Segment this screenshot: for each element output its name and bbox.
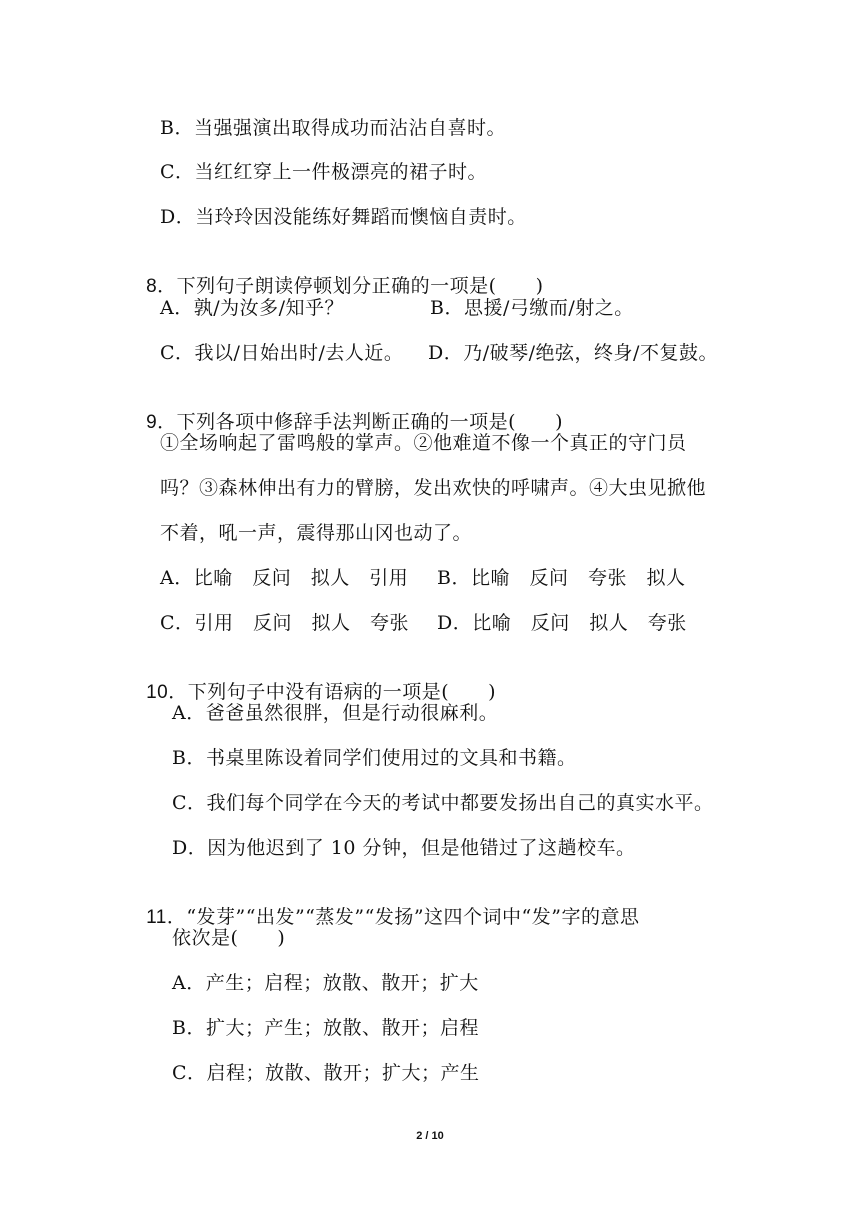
question-stem: 下列各项中修辞手法判断正确的一项是( ) [176, 411, 563, 433]
q11-option-b: B．扩大；产生；放散、散开；启程 [172, 1017, 479, 1039]
question-9 [133, 386, 563, 435]
question-number: 11． [146, 907, 187, 928]
q9-passage-line: 不着，吼一声，震得那山冈也动了。 [160, 522, 473, 544]
q9-passage-line: 吗？③森林伸出有力的臂膀，发出欢快的呼啸声。④大虫见掀他 [160, 477, 707, 499]
q10-option-c: C．我们每个同学在今天的考试中都要发扬出自己的真实水平。 [172, 792, 714, 814]
question-number: 8． [146, 276, 177, 297]
question-8 [133, 250, 544, 299]
q7-option-b: B．当强强演出取得成功而沾沾自喜时。 [160, 117, 506, 139]
q10-option-b: B．书桌里陈设着同学们使用过的文具和书籍。 [172, 747, 577, 769]
q10-option-a: A．爸爸虽然很胖，但是行动很麻利。 [172, 702, 499, 724]
q8-option-d: D．乃/破琴/绝弦，终身/不复鼓。 [428, 342, 718, 364]
q9-option-a: A．比喻 反问 拟人 引用 [160, 567, 409, 589]
q10-option-d: D．因为他迟到了 10 分钟，但是他错过了这趟校车。 [172, 837, 636, 859]
question-stem: “发芽”“出发”“蒸发”“发扬”这四个词中“发”字的意思 [186, 906, 640, 928]
question-stem: 下列句子中没有语病的一项是( ) [187, 681, 497, 703]
q9-passage-line: ①全场响起了雷鸣般的掌声。②他难道不像一个真正的守门员 [160, 432, 687, 454]
q9-option-b: B．比喻 反问 夸张 拟人 [437, 567, 686, 589]
question-stem: 下列句子朗读停顿划分正确的一项是( ) [176, 275, 544, 297]
q7-option-c: C．当红红穿上一件极漂亮的裙子时。 [160, 161, 488, 183]
q8-option-c: C．我以/日始出时/去人近。 [160, 342, 404, 364]
q11-option-a: A．产生；启程；放散、散开；扩大 [172, 972, 479, 994]
q11-option-c: C．启程；放散、散开；扩大；产生 [172, 1062, 480, 1084]
question-10 [133, 656, 496, 705]
question-11 [133, 881, 639, 930]
question-number: 10． [146, 682, 188, 703]
q9-option-c: C．引用 反问 拟人 夸张 [160, 612, 410, 634]
q8-option-a: A．孰/为汝多/知乎？ [160, 297, 345, 319]
q9-option-d: D．比喻 反问 拟人 夸张 [437, 612, 687, 634]
q8-option-b: B．思援/弓缴而/射之。 [430, 297, 634, 319]
question-number: 9． [146, 412, 177, 433]
q7-option-d: D．当玲玲因没能练好舞蹈而懊恼自责时。 [160, 206, 527, 228]
page-number: 2 / 10 [416, 1130, 444, 1142]
q11-stem-continuation: 依次是( ) [172, 927, 286, 949]
